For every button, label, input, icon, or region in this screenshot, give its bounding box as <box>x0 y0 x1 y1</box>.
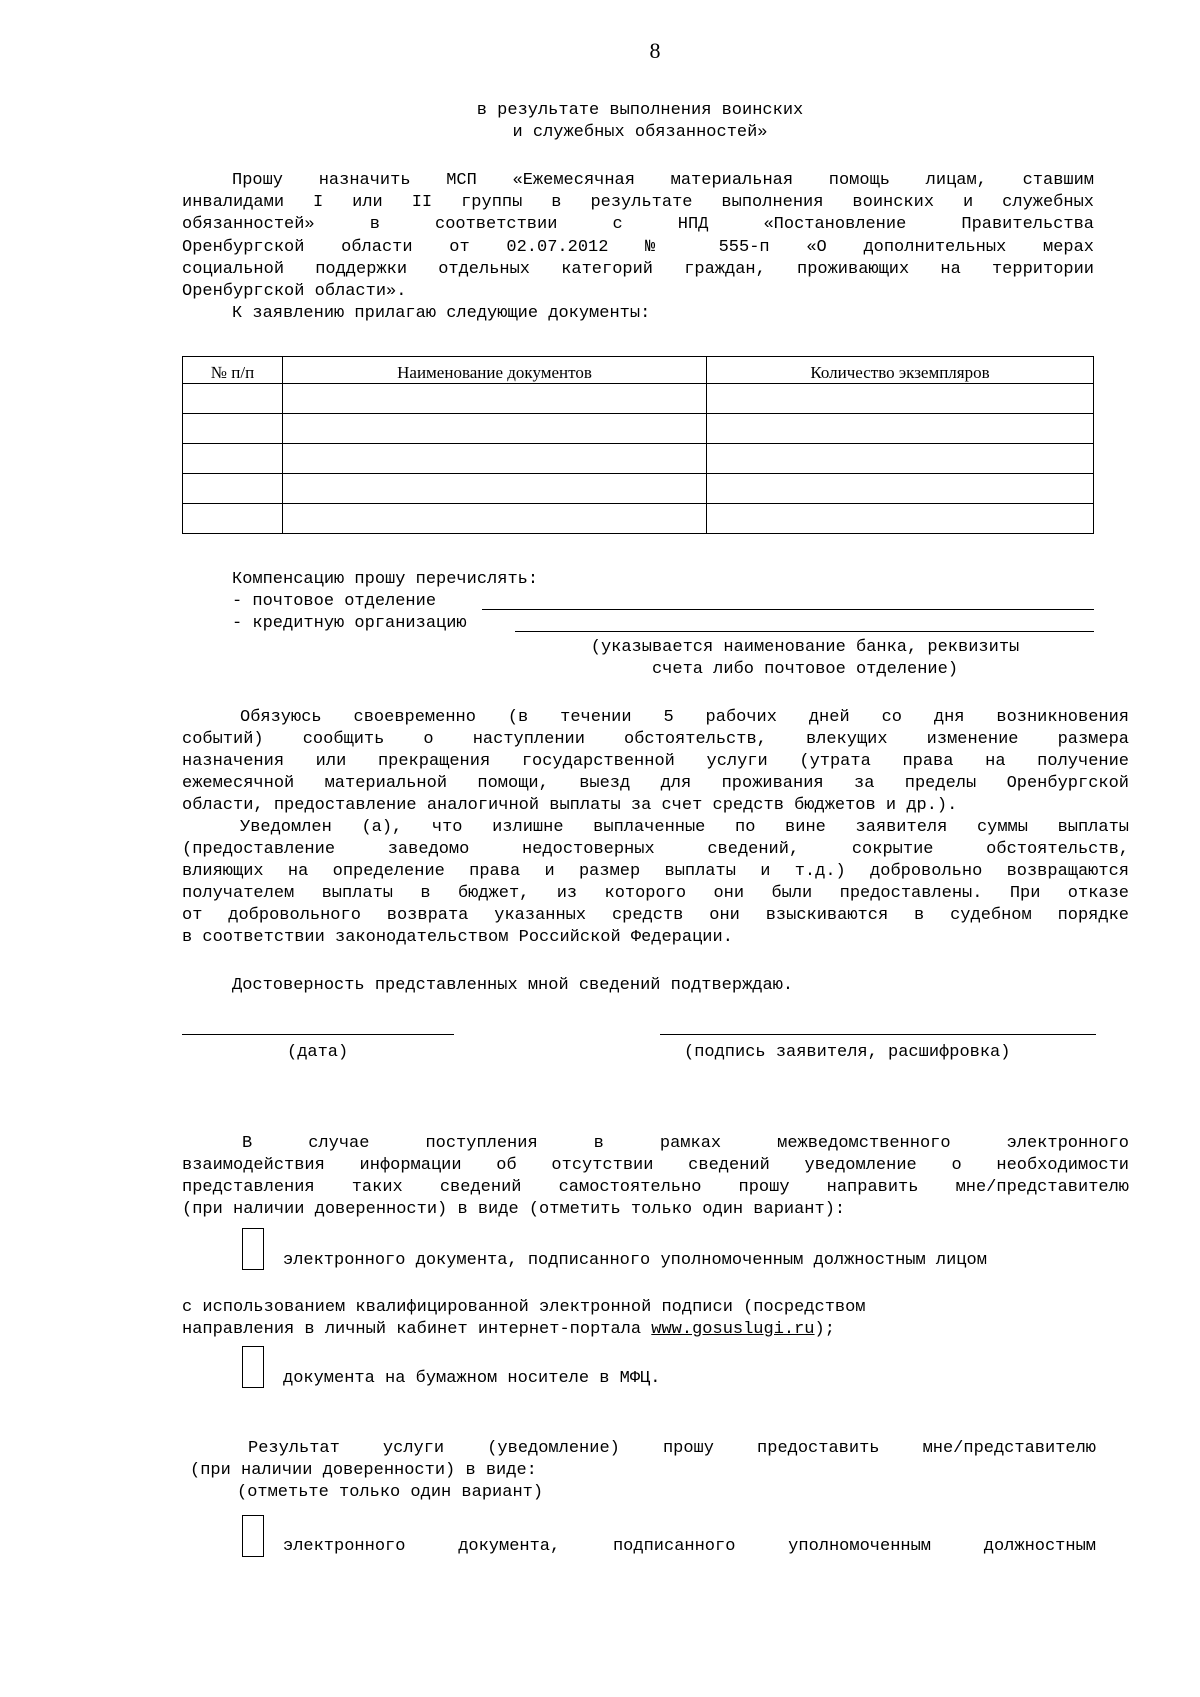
result-line-1: Результат услуги (уведомление) прошу предоставить мне/представителю <box>248 1439 1096 1458</box>
documents-table <box>182 356 1094 534</box>
signature-label: (подпись заявителя, расшифровка) <box>684 1043 1011 1062</box>
table-cell[interactable] <box>283 384 707 414</box>
checkbox-paper-document[interactable] <box>242 1346 264 1388</box>
col-header-name: Наименование документов <box>283 357 707 384</box>
table-header-row <box>183 357 1094 384</box>
request-line-1: Прошу назначить МСП «Ежемесячная материальная помощь лицам, ставшим <box>232 171 1094 190</box>
page-number: 8 <box>649 38 661 63</box>
table-cell[interactable] <box>283 474 707 504</box>
request-line-3: обязанностей» в соответствии с НПД «Постановление Правительства <box>182 215 1094 234</box>
table-row <box>183 504 1094 534</box>
interagency-line-4: (при наличии доверенности) в виде (отметить только один вариант): <box>182 1200 846 1219</box>
notice-line-5: от добровольного возврата указанных средств они взыскиваются в судебном порядке <box>182 906 1129 925</box>
table-row <box>183 474 1094 504</box>
confirmation-text: Достоверность представленных мной сведений подтверждаю. <box>232 976 794 995</box>
checkbox-result-electronic[interactable] <box>242 1515 264 1557</box>
interagency-line-2: взаимодействия информации об отсутствии сведений уведомление о необходимости <box>182 1156 1129 1175</box>
request-line-5: социальной поддержки отдельных категорий граждан, проживающих на территории <box>182 260 1094 279</box>
obligation-line-4: ежемесячной материальной помощи, выезд для проживания за пределы Оренбургской <box>182 774 1129 793</box>
col-header-number: № п/п <box>183 357 283 384</box>
signature-field[interactable] <box>660 1034 1096 1035</box>
table-cell[interactable] <box>283 444 707 474</box>
table-row <box>183 414 1094 444</box>
result-line-2: (при наличии доверенности) в виде: <box>190 1461 537 1480</box>
obligation-line-1: Обязуюсь своевременно (в течении 5 рабочих дней со дня возникновения <box>240 708 1129 727</box>
interagency-line-3: представления таких сведений самостоятельно прошу направить мне/представителю <box>182 1178 1129 1197</box>
table-cell[interactable] <box>183 504 283 534</box>
table-cell[interactable] <box>283 414 707 444</box>
header-line-2: и служебных обязанностей» <box>512 123 768 142</box>
col-header-quantity: Количество экземпляров <box>707 357 1094 384</box>
table-row <box>183 444 1094 474</box>
credit-org-field[interactable] <box>515 631 1094 632</box>
table-cell[interactable] <box>183 384 283 414</box>
request-line-6: Оренбургской области». <box>182 282 407 301</box>
obligation-line-2: событий) сообщить о наступлении обстоятельств, влекущих изменение размера <box>182 730 1129 749</box>
date-label: (дата) <box>287 1043 349 1062</box>
request-line-2: инвалидами I или II группы в результате выполнения воинских и служебных <box>182 193 1094 212</box>
notice-line-4: получателем выплаты в бюджет, из которого они были предоставлены. При отказе <box>182 884 1129 903</box>
obligation-line-3: назначения или прекращения государственной услуги (утрата права на получение <box>182 752 1129 771</box>
gosuslugi-link[interactable]: www.gosuslugi.ru <box>651 1320 815 1339</box>
notice-line-6: в соответствии законодательством Российской Федерации. <box>182 928 733 947</box>
bank-hint-line-1: (указывается наименование банка, реквизиты <box>590 638 1020 657</box>
header-line-1: в результате выполнения воинских <box>476 101 804 120</box>
obligation-line-5: области, предоставление аналогичной выплаты за счет средств бюджетов и др.). <box>182 796 958 815</box>
checkbox-electronic-document[interactable] <box>242 1228 264 1270</box>
notice-line-1: Уведомлен (а), что излишне выплаченные по вине заявителя суммы выплаты <box>240 818 1129 837</box>
compensation-intro: Компенсацию прошу перечислять: <box>232 570 539 589</box>
table-cell[interactable] <box>707 414 1094 444</box>
result-option-electronic: электронного документа, подписанного уполномоченным должностным <box>283 1537 1096 1556</box>
table-cell[interactable] <box>707 474 1094 504</box>
table-cell[interactable] <box>183 474 283 504</box>
date-field[interactable] <box>182 1034 454 1035</box>
table-cell[interactable] <box>707 504 1094 534</box>
attachments-intro: К заявлению прилагаю следующие документы: <box>232 304 651 323</box>
table-row <box>183 384 1094 414</box>
post-office-label: - почтовое отделение <box>232 592 437 611</box>
table-cell[interactable] <box>707 384 1094 414</box>
table-cell[interactable] <box>183 414 283 444</box>
option-paper-document: документа на бумажном носителе в МФЦ. <box>283 1369 661 1388</box>
table-cell[interactable] <box>283 504 707 534</box>
interagency-line-1: В случае поступления в рамках межведомственного электронного <box>242 1134 1129 1153</box>
table-cell[interactable] <box>183 444 283 474</box>
table-cell[interactable] <box>707 444 1094 474</box>
option-electronic-cont-2-prefix: направления в личный кабинет интернет-портала <box>182 1320 652 1339</box>
option-electronic-cont-1: с использованием квалифицированной электронной подписи (посредством <box>182 1298 866 1317</box>
notice-line-3: влияющих на определение права и размер выплаты и т.д.) добровольно возвращаются <box>182 862 1129 881</box>
request-line-4: Оренбургской области от 02.07.2012 № 555-п «О дополнительных мерах <box>182 238 1094 257</box>
post-office-field[interactable] <box>482 609 1094 610</box>
notice-line-2: (предоставление заведомо недостоверных сведений, сокрытие обстоятельств, <box>182 840 1129 859</box>
option-electronic-cont-2 <box>182 1319 835 1341</box>
option-electronic-cont-2-suffix: ); <box>814 1320 835 1339</box>
bank-hint-line-2: счета либо почтовое отделение) <box>651 660 959 679</box>
result-line-3: (отметьте только один вариант) <box>237 1483 544 1502</box>
credit-org-label: - кредитную организацию <box>232 614 467 633</box>
option-electronic-document: электронного документа, подписанного уполномоченным должностным лицом <box>283 1251 987 1270</box>
